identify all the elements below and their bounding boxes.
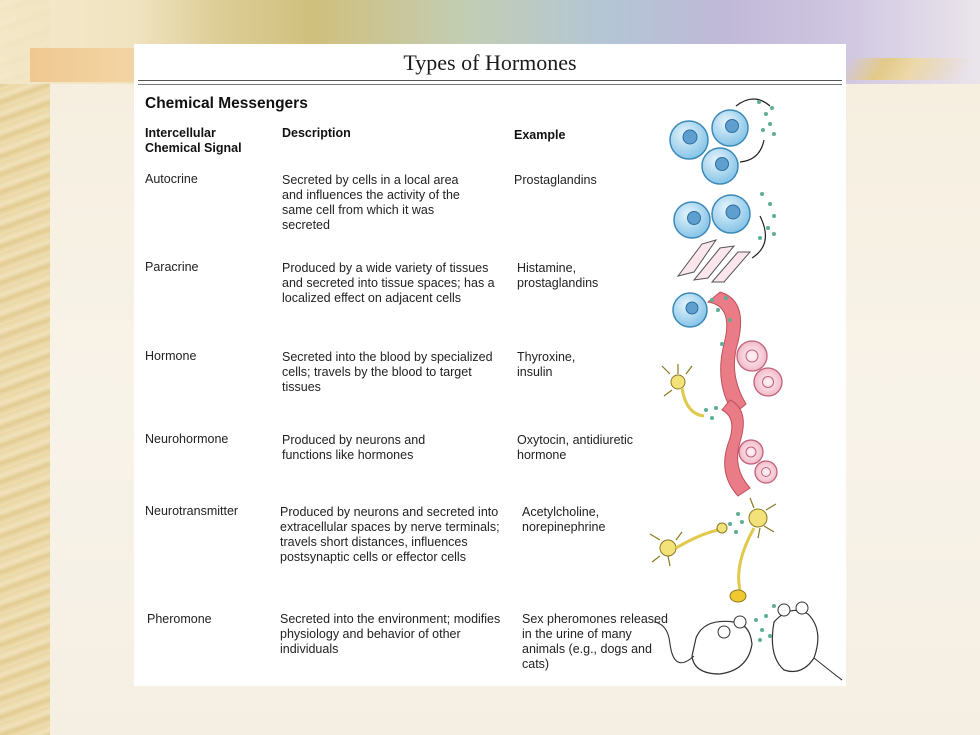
row-autocrine-name: Autocrine: [145, 172, 198, 186]
document-panel: [134, 44, 846, 686]
row-neurohormone-description: Produced by neurons and functions like hormones: [282, 433, 426, 462]
illustrations: [134, 44, 846, 686]
row-hormone-name: Hormone: [145, 349, 197, 363]
row-pheromone-example: Sex pheromones released in the urine of many animals (e.g., dogs and cats): [522, 612, 668, 671]
arrow-icon: [740, 140, 764, 162]
slide-background-strip: [30, 48, 150, 82]
target-cell: [755, 461, 777, 483]
hormone-illustration: [673, 292, 782, 414]
row-neurotransmitter-description: Produced by neurons and secreted into extracellular spaces by nerve terminals; travels short distances, influences postsynaptic cells or effector cells: [280, 505, 500, 564]
neuron: [650, 523, 727, 566]
neuron: [662, 364, 704, 416]
mouse: [772, 602, 842, 680]
autocrine-cell: [712, 110, 748, 146]
secreting-cell: [673, 293, 707, 327]
row-pheromone-name: Pheromone: [147, 612, 212, 626]
row-hormone-example: Thyroxine, insulin: [517, 350, 576, 379]
row-pheromone-description: Secreted into the environment; modifies physiology and behavior of other individuals: [280, 612, 501, 656]
row-neurotransmitter-example: Acetylcholine, norepinephrine: [522, 505, 606, 534]
row-neurotransmitter-name: Neurotransmitter: [145, 504, 239, 518]
signal-molecules: [704, 406, 718, 420]
section-heading: Chemical Messengers: [145, 95, 308, 112]
target-cell: [737, 341, 767, 371]
signal-molecules: [728, 512, 744, 534]
target-cell: [739, 440, 763, 464]
paracrine-cell: [712, 195, 750, 233]
column-header-example: Example: [514, 128, 566, 142]
pheromone-illustration: [654, 602, 842, 680]
row-autocrine-description: Secreted by cells in a local area and influences the activity of the same cell from which it was secreted: [282, 173, 460, 232]
row-hormone-description: Secreted into the blood by specialized cells; travels by the blood to target tissues: [282, 350, 493, 394]
mouse: [654, 616, 752, 674]
row-neurohormone-name: Neurohormone: [145, 432, 229, 446]
paracrine-illustration: [674, 192, 776, 282]
paracrine-cell: [674, 202, 710, 238]
column-header-description: Description: [282, 126, 351, 140]
row-paracrine-example: Histamine, prostaglandins: [517, 261, 599, 290]
target-cell: [754, 368, 782, 396]
autocrine-illustration: [670, 99, 776, 184]
neurotransmitter-illustration: [650, 498, 776, 602]
signal-molecules: [757, 100, 776, 136]
slide-background-left: [0, 0, 50, 735]
row-paracrine-description: Produced by a wide variety of tissues and secreted into tissue spaces; has a localized effect on adjacent cells: [282, 261, 495, 305]
row-neurohormone-example: Oxytocin, antidiuretic hormone: [517, 433, 634, 462]
row-autocrine-example: Prostaglandins: [514, 173, 597, 187]
signal-molecules: [758, 192, 776, 240]
arrow-icon: [736, 99, 770, 106]
decorative-streak: [840, 58, 970, 80]
autocrine-cell: [670, 121, 708, 159]
autocrine-cell: [702, 148, 738, 184]
column-header-signal: Intercellular Chemical Signal: [145, 126, 242, 155]
row-paracrine-name: Paracrine: [145, 260, 199, 274]
page-title: Types of Hormones: [403, 50, 577, 75]
